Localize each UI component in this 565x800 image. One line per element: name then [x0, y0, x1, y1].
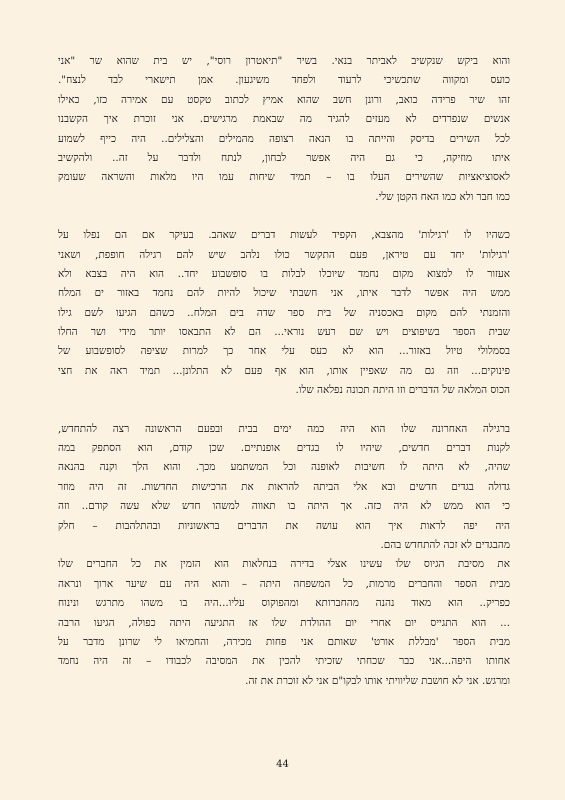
text-line: פינוקים... וזה גם מה שאפיין אותו, הוא אף פעם לא התלונן... תמיד ראה את חצי: [58, 364, 510, 377]
text-line: אנשים שנפרדים לא מעזים להגיד מה שבאמת מרגישים. אני זוכרת איך הקשבנו: [58, 113, 510, 126]
text-line: אחותו היפה...אני כבר שכחתי שזכיתי להכין את המסיבה לכבודו – זה היה נחמד: [58, 655, 510, 668]
text-line: כועס ומקווה שתכשיכי לרעוד ולפחד משיגעון. אמן תישארי לבד לנצח".: [58, 74, 510, 87]
text-line: ... הוא התגייס יום אחרי יום ההולדת שלו אז התגיעה היתה כפולה, הגיעו הרבה: [58, 616, 510, 629]
text-line: אעזור לו למצוא מקום נחמד שיוכלו לבלות בו סופשבוע יחד.. הוא היה בצבא ולא: [58, 267, 510, 280]
text-line: היה יפה לראות איך הוא עושה את הדברים בראשוניות ובהתלהבות – חלק: [58, 519, 510, 532]
text-line: מהבגדים לא זכה להתחדש בהם.: [380, 538, 510, 551]
paragraph-2: [58, 226, 510, 401]
document-page: [58, 52, 510, 691]
text-line: ממש היה אפשר לדבר איתו, אני חשבתי שיכול להיות להם נחמד באזור ים המלח: [58, 287, 510, 300]
text-line: לקנות דברים חדשים, שיהיו לו בגדים אופנתיים. שכן קודם, הוא הסתפק במה: [58, 442, 510, 455]
text-line: את מסיבת הגיוס שלו עשינו אצלי בדירה בנחלאות הוא הזמין את כל החברים שלו: [58, 558, 510, 571]
text-line: 'רגילות' יחד עם טיראן, פעם התקשר כולו נלהב שיש להם רגילה חופפת, ושאני: [58, 248, 510, 261]
text-line: כשהיו לו 'רגילות' מהצבא, הקפיד לעשות דברים שאהב. בעיקר אם הם נפלו על: [58, 229, 510, 242]
text-line: שבית הספר בשיפוצים ויש שם רעש נוראי... הם לא התבאסו יותר מידי ושר החלו: [58, 326, 510, 339]
text-line: זהו שיר פרידה כואב, ורונן חשב שהוא אמיץ לכתוב טקסט עם אמירה כזו, כאילו: [58, 93, 510, 106]
paragraph-3: [58, 420, 510, 556]
text-line: כמו חבר ולא כמו האח הקטן שלי.: [375, 190, 510, 203]
text-line: בסמלולי טיול באזור... הוא לא כעס עלי אחר כך למרות שציפה לסופשבוע של: [58, 345, 510, 358]
paragraph-1: [58, 52, 510, 207]
text-line: והזמנתי להם מקום באכסניה של בית ספר שדה בים המלח.. כשהם הגיעו לשם גילו: [58, 306, 510, 319]
text-line: ברגילה האחרונה שלו הוא היה כמה ימים בבית ובפעם הראשונה רצה להתחדש,: [58, 422, 510, 435]
text-line: מבית הספר 'מבללת אורט' שאותם אני פחות מכירה, והחמיאו לי שרונן מדבר על: [58, 635, 510, 648]
text-line: מבית הספר והחברים מרמות, כל המשפחה היתה – והוא היה עם שיער ארוך ונראה: [58, 577, 510, 590]
text-line: הכוס המלאה של הדברים וזו היתה תכונה נפלאה שלו.: [295, 384, 510, 397]
text-line: גדולה בגדים חדשים ובא אלי הביתה להראות את הרכישות החדשות. זה היה מוזר: [58, 480, 510, 493]
text-line: כפריק.. הוא מאוד נהנה מהחברותא ומהפוקוס עליו...היה בו משהו מתרגש ונינוח: [58, 597, 510, 610]
text-line: והוא ביקש שנקשיב לאביתר בנאי. בשיר "תיאטרון רוסי", יש בית שהוא שר "אני: [58, 55, 510, 67]
text-line: לאסוציאציות שהשירים העלו בו – תמיד שיחות עמו היו מלאות והשראה שעומק: [58, 171, 510, 184]
page-number: 44: [276, 759, 289, 770]
text-line: שהיה, לא היתה לו חשיבות לאופנה וכל המשתמע מכך. והוא הלך וקנה בהנאה: [58, 461, 510, 474]
text-line: איתו מוזיקה, כי גם היה אפשר לבחון, לנתח ולדבר על זה.. ולהקשיב: [58, 151, 510, 164]
paragraph-4: [58, 555, 510, 691]
text-line: לכל השירים בדיסק והייתה בו הנאה רצופה מהמילים והצלילים.. היה כייף לשמוע: [58, 132, 510, 145]
text-line: כי הוא ממש לא היה כזה. אך היתה בו תאווה למשהו חדש שלא עשה קודם.. וזה: [58, 500, 510, 513]
text-line: ומרגש. אני לא חושבת שליוויתי אותו לבקו"ם אני לא זוכרת את זה.: [245, 674, 510, 687]
